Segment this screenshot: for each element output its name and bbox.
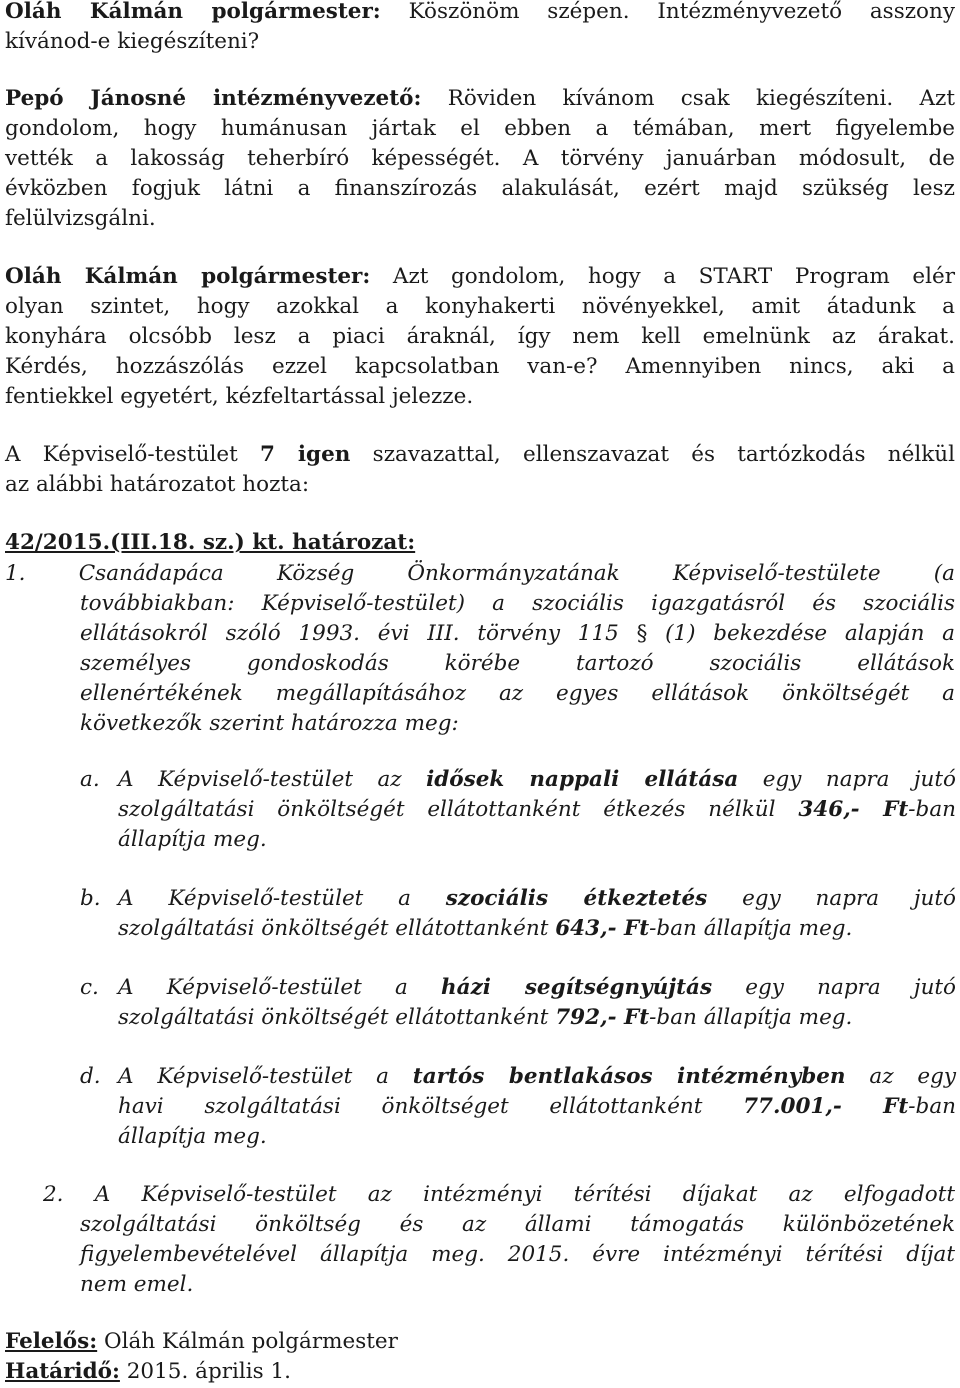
line bbox=[5, 262, 955, 292]
responsible-line bbox=[5, 1327, 955, 1357]
line: évközben fogjuk látni a finanszírozás alakulását, ezért majd szükség lesz bbox=[5, 176, 955, 201]
service-name: tartós bentlakásos intézményben bbox=[412, 1064, 846, 1089]
line: konyhára olcsóbb lesz a piaci áraknál, így nem kell emelnünk az árakat. bbox=[5, 324, 955, 349]
resolution-point-1 bbox=[5, 559, 955, 589]
paragraph-director bbox=[5, 84, 955, 234]
line: vették a lakosság teherbíró képességét. A törvény januárban módosult, de bbox=[5, 146, 955, 171]
text: szolgáltatási önköltségét ellátottanként bbox=[118, 916, 556, 941]
line: kívánod-e kiegészíteni? bbox=[5, 29, 260, 54]
line: állapítja meg. bbox=[118, 827, 267, 852]
line: figyelembevételével állapítja meg. 2015. évre intézményi térítési díjat bbox=[80, 1242, 955, 1267]
deadline-value: 2015. április 1. bbox=[119, 1359, 292, 1384]
resolution-footer bbox=[5, 1327, 955, 1387]
text: -ban bbox=[908, 1094, 956, 1119]
line bbox=[118, 973, 956, 1003]
text: (1) bekezdése alapján a bbox=[647, 621, 955, 646]
line bbox=[118, 1003, 956, 1033]
line: az alábbi határozatot hozta: bbox=[5, 472, 310, 497]
line: fentiekkel egyetért, kézfeltartással jelezze. bbox=[5, 384, 474, 409]
item-marker: a. bbox=[80, 767, 100, 792]
point-number: 1. bbox=[5, 561, 26, 586]
section-sign: § bbox=[636, 621, 648, 646]
text: szavazattal, ellenszavazat és tartózkodás nélkül bbox=[350, 442, 955, 467]
text: A Képviselő-testület az bbox=[118, 767, 427, 792]
line bbox=[43, 1180, 955, 1210]
paragraph-vote bbox=[5, 440, 955, 500]
line: olyan szintet, hogy azokkal a konyhakerti növényekkel, amit átadunk a bbox=[5, 294, 955, 319]
text: szolgáltatási önköltségét ellátottanként étkezés nélkül bbox=[118, 797, 799, 822]
line bbox=[118, 1092, 956, 1122]
text: -ban állapítja meg. bbox=[649, 1005, 853, 1030]
resolution-point-1-body bbox=[80, 589, 955, 739]
line: ellenértékének megállapításához az egyes ellátások önköltségét a bbox=[80, 681, 955, 706]
service-name: szociális étkeztetés bbox=[445, 886, 708, 911]
text: egy napra jutó bbox=[707, 886, 956, 911]
text: Azt gondolom, hogy a START Program elér bbox=[370, 264, 956, 289]
point-number: 2. bbox=[43, 1182, 64, 1207]
line: állapítja meg. bbox=[118, 1124, 267, 1149]
line bbox=[118, 795, 956, 825]
cost-amount: 346,- Ft bbox=[798, 797, 909, 822]
paragraph-mayor-thanks bbox=[5, 0, 955, 57]
speaker-label: Oláh Kálmán polgármester: bbox=[5, 264, 371, 289]
service-name: idősek nappali ellátása bbox=[426, 767, 739, 792]
text: -ban bbox=[908, 797, 956, 822]
text: havi szolgáltatási önköltséget ellátottanként bbox=[118, 1094, 744, 1119]
line bbox=[80, 619, 955, 649]
line: Kérdés, hozzászólás ezzel kapcsolatban van-e? Amennyiben nincs, aki a bbox=[5, 354, 955, 379]
resolution-point-2 bbox=[43, 1180, 955, 1210]
speaker-label: Pepó Jánosné intézményvezető: bbox=[5, 86, 422, 111]
line: személyes gondoskodás körébe tartozó szociális ellátások bbox=[80, 651, 955, 676]
item-marker: c. bbox=[80, 975, 99, 1000]
text: -ban állapítja meg. bbox=[649, 916, 853, 941]
text: A Képviselő-testület a bbox=[118, 886, 446, 911]
line: gondolom, hogy humánusan jártak el ebben a témában, mert figyelembe bbox=[5, 116, 955, 141]
speaker-label: Oláh Kálmán polgármester: bbox=[5, 0, 381, 24]
text: A Képviselő-testület bbox=[5, 442, 261, 467]
vote-count: 7 igen bbox=[260, 442, 351, 467]
line bbox=[5, 0, 955, 27]
line bbox=[118, 884, 956, 914]
text: Csanádapáca Község Önkormányzatának Képviselő-testülete (a bbox=[78, 561, 955, 586]
text: ellátásokról szóló 1993. évi III. törvény 115 bbox=[80, 621, 637, 646]
paragraph-mayor-start-program bbox=[5, 262, 955, 412]
text: Köszönöm szépen. Intézményvezető asszony bbox=[380, 0, 955, 24]
text: egy napra jutó bbox=[712, 975, 956, 1000]
text: A Képviselő-testület a bbox=[118, 1064, 413, 1089]
cost-amount: 77.001,- Ft bbox=[743, 1094, 909, 1119]
text: Röviden kívánom csak kiegészíteni. Azt bbox=[421, 86, 955, 111]
resolution-number: 42/2015.(III.18. sz.) kt. határozat: bbox=[5, 530, 416, 555]
deadline-label: Határidő: bbox=[5, 1359, 120, 1384]
cost-amount: 792,- Ft bbox=[555, 1005, 650, 1030]
item-marker: b. bbox=[80, 886, 101, 911]
line: következők szerint határozza meg: bbox=[80, 711, 459, 736]
responsible-value: Oláh Kálmán polgármester bbox=[97, 1329, 398, 1354]
line bbox=[118, 1062, 956, 1092]
cost-amount: 643,- Ft bbox=[555, 916, 650, 941]
text: az egy bbox=[845, 1064, 956, 1089]
line bbox=[5, 84, 955, 114]
line bbox=[118, 914, 956, 944]
text: A Képviselő-testület az intézményi térítési díjakat az elfogadott bbox=[94, 1182, 955, 1207]
line: továbbiakban: Képviselő-testület) a szociális igazgatásról és szociális bbox=[80, 591, 955, 616]
line bbox=[5, 440, 955, 470]
service-name: házi segítségnyújtás bbox=[441, 975, 713, 1000]
line: felülvizsgálni. bbox=[5, 206, 156, 231]
resolution-point-2-body bbox=[80, 1210, 955, 1300]
text: A Képviselő-testület a bbox=[118, 975, 441, 1000]
line bbox=[5, 559, 955, 589]
line: nem emel. bbox=[80, 1272, 194, 1297]
text: szolgáltatási önköltségét ellátottanként bbox=[118, 1005, 556, 1030]
text: egy napra jutó bbox=[738, 767, 956, 792]
line bbox=[118, 765, 956, 795]
responsible-label: Felelős: bbox=[5, 1329, 98, 1354]
deadline-line bbox=[5, 1357, 955, 1387]
item-marker: d. bbox=[80, 1064, 101, 1089]
resolution-heading bbox=[5, 528, 955, 558]
line: szolgáltatási önköltség és az állami támogatás különbözetének bbox=[80, 1212, 955, 1237]
